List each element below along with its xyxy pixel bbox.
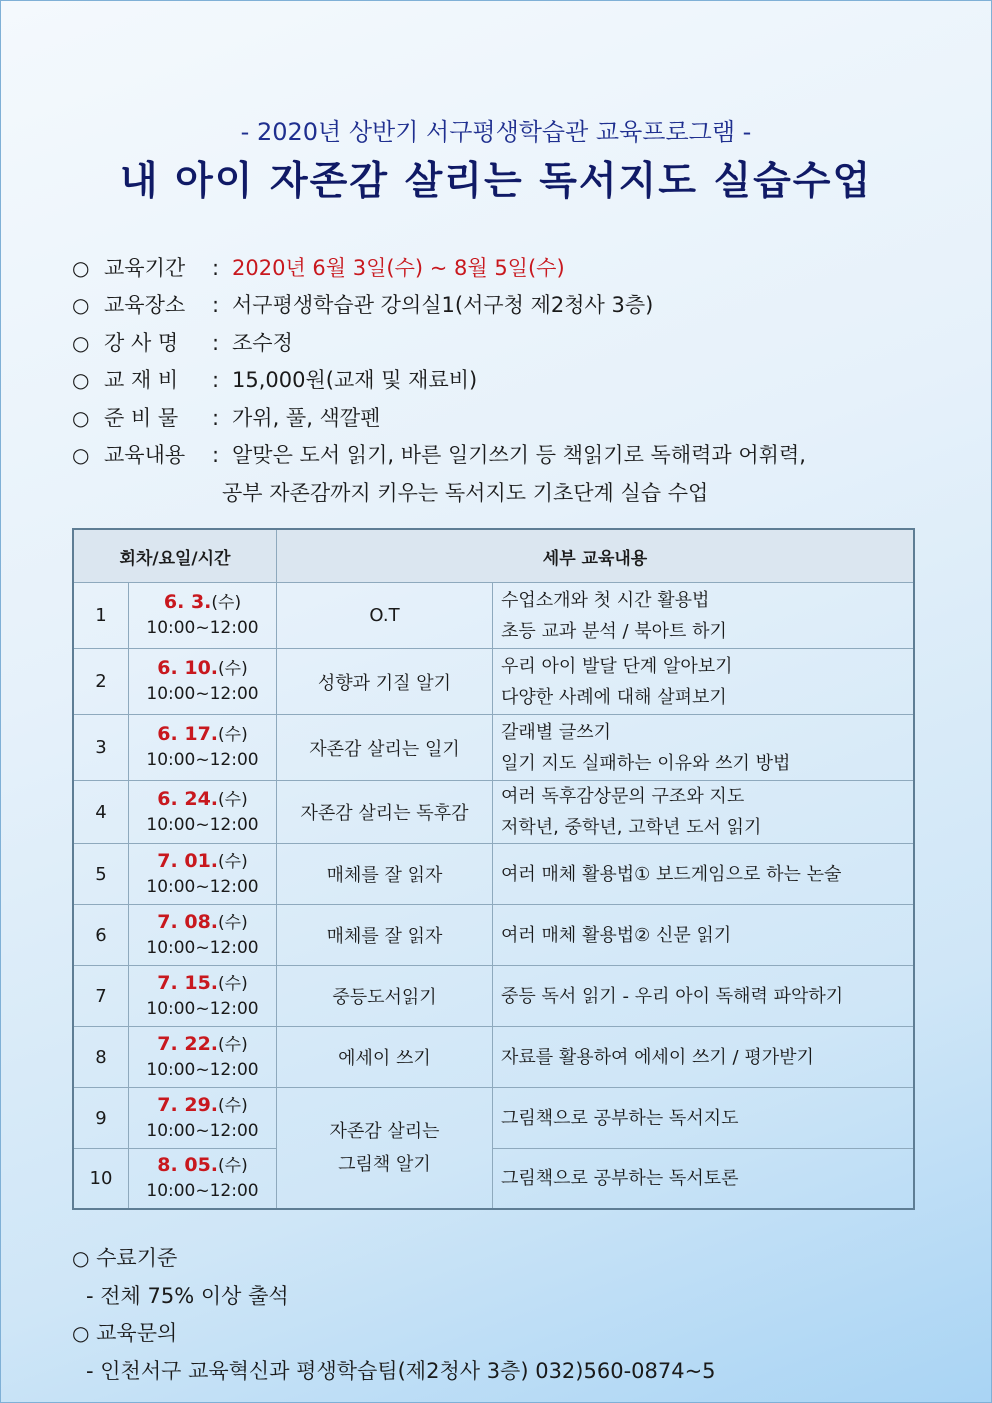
footer-info (72, 1240, 932, 1390)
session-time: 10:00~12:00 (146, 1059, 259, 1080)
session-date-cell (129, 905, 277, 966)
topic-line: 그림책 알기 (338, 1153, 431, 1175)
info-colon: : (212, 442, 220, 467)
session-number: 9 (73, 1088, 129, 1149)
bullet-circle-icon: ○ (72, 368, 90, 393)
session-topic: O.T (277, 583, 493, 649)
info-colon: : (212, 330, 220, 355)
session-detail (493, 966, 915, 1027)
session-day: (수) (218, 725, 248, 745)
completion-value: - 전체 75% 이상 출석 (86, 1283, 289, 1308)
table-row (73, 715, 914, 781)
session-day: (수) (218, 789, 248, 810)
schedule-table (72, 528, 915, 1210)
session-date-cell (129, 1088, 277, 1149)
session-date-cell (129, 844, 277, 905)
session-time: 10:00~12:00 (146, 876, 259, 897)
table-row (73, 1027, 914, 1088)
info-label: 준 비 물 (104, 405, 179, 430)
info-colon: : (212, 368, 220, 393)
session-time: 10:00~12:00 (146, 814, 259, 835)
detail-line: 중등 독서 읽기 - 우리 아이 독해력 파악하기 (501, 985, 844, 1007)
bullet-circle-icon: ○ (72, 405, 90, 430)
session-topic: 성향과 기질 알기 (277, 649, 493, 715)
session-detail (493, 905, 915, 966)
session-detail (493, 844, 915, 905)
bullet-circle-icon: ○ (72, 256, 90, 280)
session-number: 6 (73, 905, 129, 966)
session-time: 10:00~12:00 (146, 1120, 259, 1141)
session-date: 7. 22. (157, 1032, 219, 1055)
session-topic: 자존감 살리는 독후감 (277, 781, 493, 844)
bullet-circle-icon: ○ (72, 1321, 90, 1345)
info-supplies (72, 400, 932, 437)
info-materials-fee (72, 362, 932, 399)
session-detail (493, 649, 915, 715)
detail-line: 수업소개와 첫 시간 활용법 (501, 589, 710, 611)
table-row (73, 1149, 914, 1209)
info-instructor (72, 325, 932, 362)
detail-line: 저학년, 중학년, 고학년 도서 읽기 (501, 817, 762, 838)
session-detail (493, 781, 915, 844)
session-number: 10 (73, 1149, 129, 1209)
session-day: (수) (218, 1155, 248, 1176)
table-row (73, 583, 914, 649)
info-label: 교 재 비 (104, 368, 179, 393)
bullet-circle-icon: ○ (72, 330, 90, 355)
session-date: 6. 10. (157, 657, 219, 679)
info-value: 가위, 풀, 색깔펜 (232, 405, 381, 430)
inquiry-heading (72, 1315, 932, 1353)
session-time: 10:00~12:00 (146, 998, 259, 1019)
session-detail (493, 1088, 915, 1149)
topic-line: 자존감 살리는 (329, 1120, 440, 1142)
session-time: 10:00~12:00 (146, 1180, 259, 1201)
course-info (72, 250, 932, 512)
info-content-line2: 공부 자존감까지 키우는 독서지도 기초단계 실습 수업 (222, 481, 709, 506)
session-date-cell (129, 649, 277, 715)
session-date: 6. 17. (157, 723, 219, 745)
session-number: 8 (73, 1027, 129, 1088)
info-value: 서구평생학습관 강의실1(서구청 제2청사 3층) (232, 293, 654, 318)
table-row (73, 844, 914, 905)
detail-line: 다양한 사례에 대해 살펴보기 (501, 686, 727, 708)
session-day: (수) (218, 1095, 248, 1116)
info-value: 15,000원(교재 및 재료비) (232, 368, 478, 393)
session-day: (수) (218, 1034, 248, 1055)
detail-line: 우리 아이 발달 단계 알아보기 (501, 655, 733, 677)
inquiry-value: - 인천서구 교육혁신과 평생학습팀(제2청사 3층) 032)560-0874~5 (86, 1358, 716, 1383)
detail-line: 그림책으로 공부하는 독서토론 (501, 1167, 739, 1189)
info-label: 강 사 명 (104, 330, 179, 355)
session-day: (수) (218, 659, 248, 679)
session-date: 7. 29. (157, 1093, 219, 1116)
detail-line: 여러 매체 활용법① 보드게임으로 하는 논술 (501, 863, 842, 885)
session-date-cell (129, 781, 277, 844)
info-colon: : (212, 293, 220, 318)
detail-line: 초등 교과 분석 / 북아트 하기 (501, 620, 727, 642)
session-time: 10:00~12:00 (146, 750, 259, 770)
header-session: 회차/요일/시간 (73, 529, 277, 583)
completion-label: 수료기준 (96, 1246, 178, 1270)
session-number: 5 (73, 844, 129, 905)
session-date: 6. 3. (163, 591, 212, 613)
program-subtitle: - 2020년 상반기 서구평생학습관 교육프로그램 - (240, 118, 752, 146)
course-title: 내 아이 자존감 살리는 독서지도 실습수업 (119, 159, 873, 204)
session-topic: 매체를 잘 읽자 (277, 844, 493, 905)
bullet-circle-icon: ○ (72, 442, 90, 467)
session-date-cell (129, 1027, 277, 1088)
info-label: 교육기간 (104, 256, 186, 280)
session-time: 10:00~12:00 (146, 618, 259, 638)
bullet-circle-icon: ○ (72, 293, 90, 318)
detail-line: 자료를 활용하여 에세이 쓰기 / 평가받기 (501, 1046, 814, 1068)
info-place (72, 287, 932, 324)
info-value: 조수정 (232, 330, 293, 355)
session-number: 1 (73, 583, 129, 649)
session-day: (수) (218, 912, 248, 933)
session-detail (493, 715, 915, 781)
completion-heading (72, 1240, 932, 1278)
session-detail (493, 1027, 915, 1088)
session-date-cell (129, 966, 277, 1027)
table-header-row (73, 529, 914, 583)
session-date-cell (129, 1149, 277, 1209)
table-row (73, 781, 914, 844)
info-value: 2020년 6월 3일(수) ~ 8월 5일(수) (232, 256, 565, 280)
info-label: 교육장소 (104, 293, 186, 318)
inquiry-label: 교육문의 (96, 1321, 178, 1345)
session-date-cell (129, 715, 277, 781)
table-row (73, 905, 914, 966)
detail-line: 그림책으로 공부하는 독서지도 (501, 1107, 739, 1129)
session-day: (수) (211, 593, 242, 613)
detail-line: 일기 지도 실패하는 이유와 쓰기 방법 (501, 752, 791, 774)
info-period (72, 250, 932, 287)
session-topic: 자존감 살리는 일기 (277, 715, 493, 781)
table-row (73, 966, 914, 1027)
info-label: 교육내용 (104, 442, 186, 467)
session-number: 4 (73, 781, 129, 844)
detail-line: 여러 독후감상문의 구조와 지도 (501, 786, 745, 807)
info-value: 알맞은 도서 읽기, 바른 일기쓰기 등 책읽기로 독해력과 어휘력, (232, 442, 806, 467)
session-time: 10:00~12:00 (146, 937, 259, 958)
info-colon: : (212, 405, 220, 430)
detail-line: 여러 매체 활용법② 신문 읽기 (501, 924, 732, 946)
header-detail: 세부 교육내용 (277, 529, 915, 583)
session-date: 7. 01. (157, 849, 219, 872)
session-date: 7. 08. (157, 910, 219, 933)
session-date: 7. 15. (157, 971, 219, 994)
session-topic: 에세이 쓰기 (277, 1027, 493, 1088)
session-date-cell (129, 583, 277, 649)
session-number: 3 (73, 715, 129, 781)
session-detail (493, 1149, 915, 1209)
info-content (72, 437, 932, 474)
session-topic: 중등도서읽기 (277, 966, 493, 1027)
session-number: 7 (73, 966, 129, 1027)
session-number: 2 (73, 649, 129, 715)
table-row (73, 1088, 914, 1149)
session-day: (수) (218, 851, 248, 872)
session-date: 6. 24. (157, 787, 219, 810)
table-row (73, 649, 914, 715)
detail-line: 갈래별 글쓰기 (501, 721, 612, 743)
session-time: 10:00~12:00 (146, 684, 259, 704)
session-detail (493, 583, 915, 649)
session-date: 8. 05. (157, 1153, 219, 1176)
session-topic: 매체를 잘 읽자 (277, 905, 493, 966)
bullet-circle-icon: ○ (72, 1246, 90, 1270)
session-topic-merged (277, 1088, 493, 1209)
session-day: (수) (218, 973, 248, 994)
info-colon: : (212, 256, 220, 280)
